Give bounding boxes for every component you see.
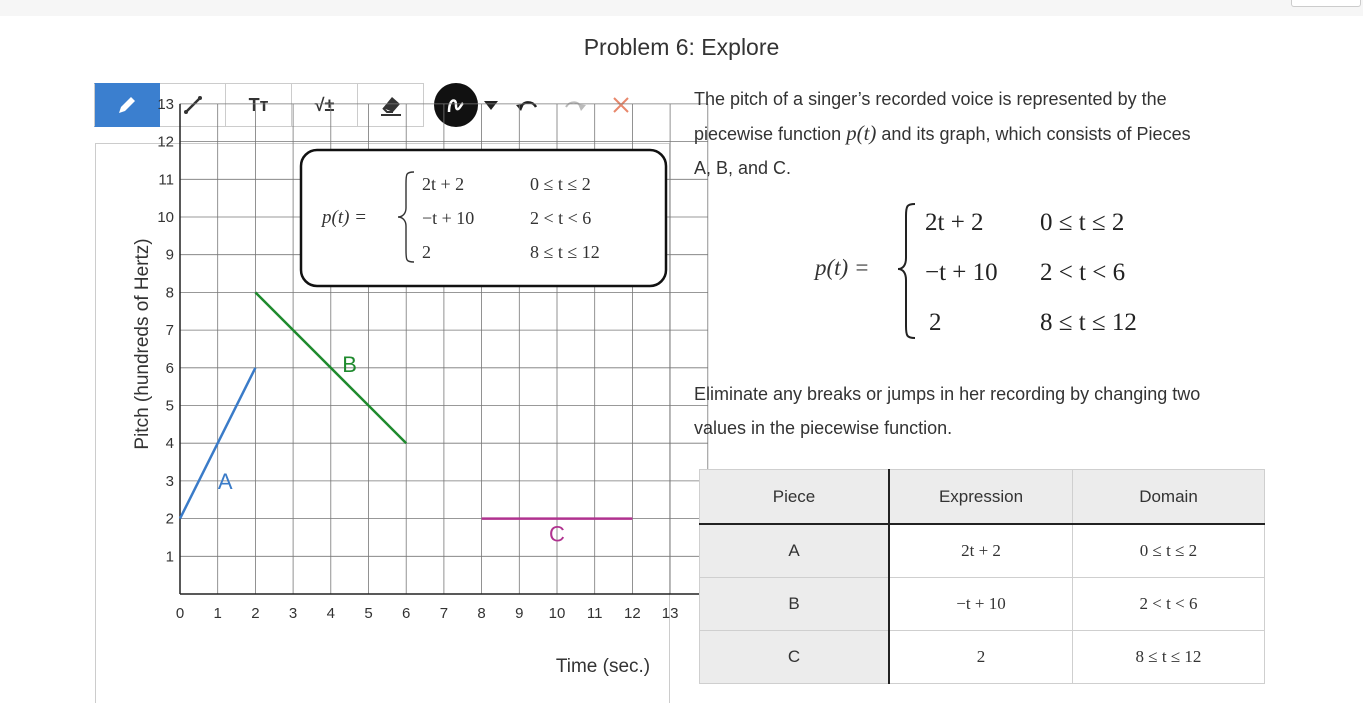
piece-label-c: C [549, 521, 565, 547]
function-domain-1: 0 ≤ t ≤ 2 [1040, 209, 1125, 236]
instruction-line-2: values in the piecewise function. [694, 418, 953, 438]
eraser-icon [378, 93, 404, 117]
undo-button[interactable] [512, 90, 542, 120]
x-tick-label: 5 [364, 605, 373, 622]
math-tool-button[interactable] [292, 83, 358, 127]
instruction-text [694, 377, 1274, 445]
x-tick-label: 6 [402, 605, 411, 622]
function-domain-3: 8 ≤ t ≤ 12 [1040, 309, 1137, 336]
x-tick-label: 11 [586, 605, 603, 622]
x-tick-label: 1 [213, 605, 222, 622]
redo-button[interactable] [560, 90, 590, 120]
function-expr-2: −t + 10 [925, 259, 998, 286]
x-tick-label: 2 [251, 605, 260, 622]
piecewise-function-display [815, 198, 1155, 348]
intro-line-2 [694, 116, 1274, 151]
y-tick-label: 4 [165, 435, 174, 453]
table-cell-domain[interactable]: 2 < t < 6 [1073, 578, 1265, 631]
y-tick-label: 6 [165, 359, 174, 377]
table-row [700, 578, 1265, 631]
y-tick-label: 8 [165, 284, 174, 302]
y-tick-label: 9 [165, 246, 174, 264]
intro-line-1: The pitch of a singer’s recorded voice is represented by the [694, 89, 1167, 109]
pencil-icon [115, 93, 139, 117]
y-tick-label: 3 [165, 472, 174, 490]
y-axis-label: Pitch (hundreds of Hertz) [132, 238, 153, 450]
math-tool-label: √± [314, 94, 335, 115]
table-cell-domain[interactable]: 8 ≤ t ≤ 12 [1073, 631, 1265, 684]
drawing-toolbar [94, 82, 636, 128]
y-tick-label: 5 [165, 397, 174, 415]
graph-piece-domain-1: 0 ≤ t ≤ 2 [530, 174, 591, 194]
table-cell-piece: C [700, 631, 890, 684]
intro-line-3: A, B, and C. [694, 158, 792, 178]
top-bar-control[interactable] [1291, 0, 1361, 7]
header-domain: Domain [1073, 470, 1265, 525]
y-tick-label: 2 [165, 510, 174, 528]
x-tick-label: 8 [477, 605, 486, 622]
x-tick-label: 0 [175, 605, 185, 622]
undo-icon [514, 95, 540, 115]
instruction-line-1: Eliminate any breaks or jumps in her recording by changing two [694, 384, 1201, 404]
close-icon [611, 95, 631, 115]
function-lhs: p(t) = [815, 255, 870, 280]
piece-label-b: B [342, 352, 357, 378]
redo-icon [562, 95, 588, 115]
x-axis-label: Time (sec.) [555, 656, 651, 677]
page-title: Problem 6: Explore [583, 34, 780, 60]
graph-piece-expr-2: −t + 10 [422, 208, 475, 228]
x-tick-label: 9 [515, 605, 524, 622]
graph-function-box[interactable] [301, 150, 666, 286]
intro-line-2-pre: piecewise function [694, 124, 847, 144]
function-expr-3: 2 [929, 309, 942, 336]
table-row [700, 524, 1265, 578]
eraser-tool-button[interactable] [358, 83, 424, 127]
top-bar [0, 0, 1363, 16]
header-piece: Piece [700, 470, 890, 525]
x-tick-label: 13 [661, 605, 679, 622]
intro-line-2-math: p(t) [846, 121, 877, 145]
stroke-style-button[interactable] [434, 83, 478, 127]
function-expr-1: 2t + 2 [925, 209, 984, 236]
graph-piece-expr-1: 2t + 2 [422, 174, 465, 194]
table-cell-piece: B [700, 578, 890, 631]
table-header-row [700, 470, 1265, 525]
x-tick-label: 10 [548, 605, 566, 622]
table-cell-expression[interactable]: 2t + 2 [889, 524, 1073, 578]
graph-function-lhs: p(t) = [322, 207, 368, 228]
line-icon [182, 94, 204, 116]
y-tick-label: 1 [165, 548, 174, 566]
x-tick-label: 3 [288, 605, 298, 622]
graph-piece-domain-3: 8 ≤ t ≤ 12 [530, 242, 600, 262]
text-tool-label: Tт [248, 94, 269, 115]
stroke-style-icon [444, 93, 468, 117]
y-tick-label: 10 [157, 209, 174, 226]
table-cell-piece: A [700, 524, 890, 578]
table-row [700, 631, 1265, 684]
header-expression: Expression [889, 470, 1073, 525]
y-tick-label: 12 [157, 133, 174, 151]
y-tick-label: 13 [157, 95, 174, 113]
clear-button[interactable] [606, 90, 636, 120]
intro-text [694, 82, 1274, 185]
table-cell-expression[interactable]: −t + 10 [889, 578, 1073, 631]
y-tick-label: 7 [165, 322, 174, 340]
x-tick-label: 12 [624, 605, 641, 622]
graph-piece-expr-3: 2 [422, 242, 431, 262]
stroke-dropdown-icon[interactable] [484, 101, 498, 110]
x-tick-label: 4 [326, 605, 335, 622]
graph-piece-domain-2: 2 < t < 6 [530, 208, 592, 228]
intro-line-2-post: and its graph, which consists of Pieces [876, 124, 1191, 144]
text-tool-button[interactable] [226, 83, 292, 127]
y-tick-label: 11 [158, 171, 174, 189]
pencil-tool-button[interactable] [94, 83, 160, 127]
x-tick-label: 7 [439, 605, 449, 622]
table-cell-domain[interactable]: 0 ≤ t ≤ 2 [1073, 524, 1265, 578]
table-cell-expression[interactable]: 2 [889, 631, 1073, 684]
function-domain-2: 2 < t < 6 [1040, 259, 1126, 286]
piece-table [699, 469, 1265, 684]
piece-label-a: A [217, 468, 233, 494]
